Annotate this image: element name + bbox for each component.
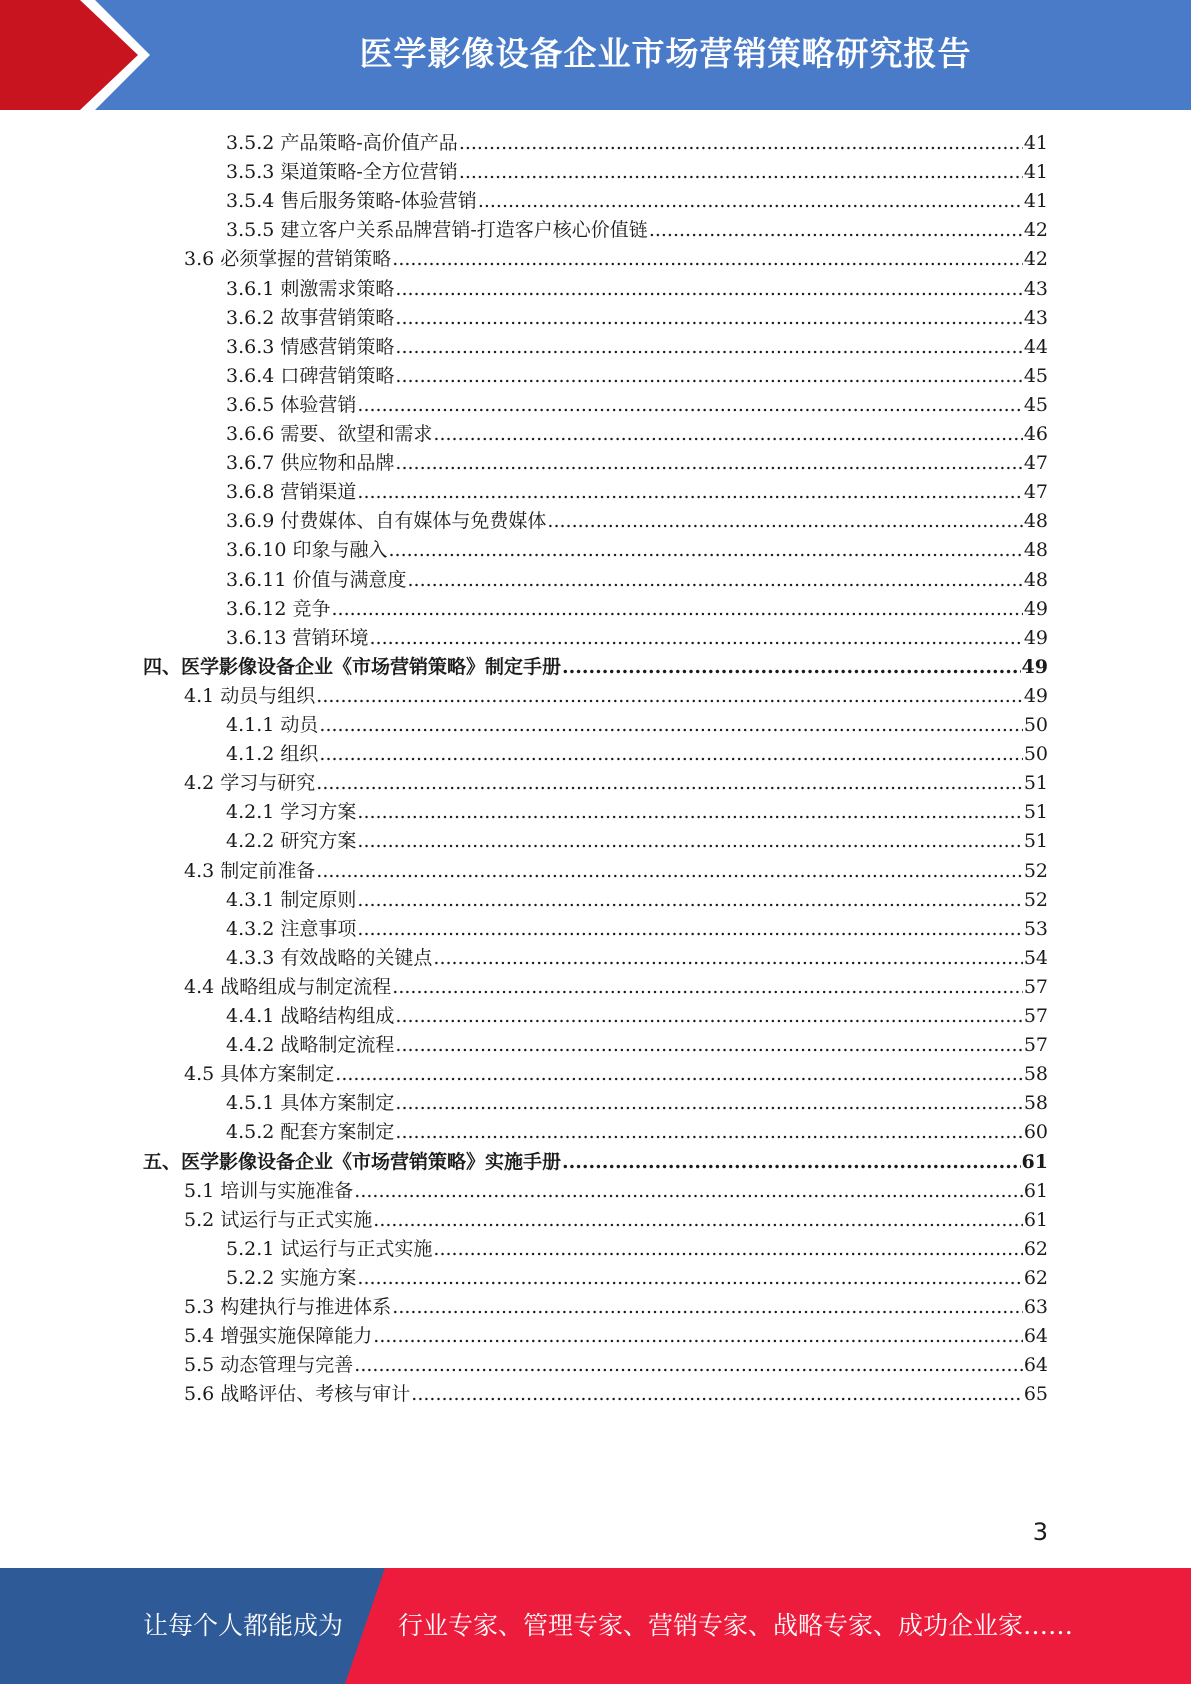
toc-entry-label: 制定前准备 — [220, 859, 316, 882]
toc-entry[interactable] — [226, 332, 1048, 363]
toc-entry-label: 售后服务策略-体验营销 — [280, 190, 477, 213]
toc-entry[interactable] — [226, 623, 1048, 654]
toc-entry-number: 3.6.7 — [226, 452, 281, 475]
toc-entry[interactable] — [184, 1059, 1048, 1090]
toc-entry-label: 具体方案制定 — [220, 1063, 335, 1086]
toc-entry-label: 体验营销 — [280, 393, 357, 416]
toc-entry-number: 3.6.13 — [226, 626, 293, 649]
toc-entry-label: 战略评估、考核与审计 — [220, 1383, 411, 1406]
toc-entry[interactable] — [226, 186, 1048, 217]
toc-dot-leader — [316, 768, 1023, 799]
toc-dot-leader — [357, 914, 1022, 945]
page-footer — [0, 1568, 1191, 1684]
footer-slogan-right: 行业专家、管理专家、营销专家、战略专家、成功企业家…… — [398, 1611, 1074, 1640]
toc-dot-leader — [459, 128, 1023, 159]
toc-entry-label: 印象与融入 — [292, 539, 388, 562]
toc-entry-number: 3.6.12 — [226, 597, 293, 620]
toc-entry[interactable] — [226, 361, 1048, 392]
toc-entry-label: 付费媒体、自有媒体与免费媒体 — [280, 510, 547, 533]
toc-entry-label: 有效战略的关键点 — [280, 946, 433, 969]
toc-entry-number: 5.4 — [184, 1325, 221, 1348]
page-header — [0, 0, 1191, 110]
toc-entry[interactable] — [226, 1234, 1048, 1265]
toc-entry-label: 试运行与正式实施 — [220, 1208, 373, 1231]
toc-entry-label: 必须掌握的营销策略 — [220, 248, 392, 271]
toc-entry-number: 3.6.1 — [226, 277, 281, 300]
toc-entry-label: 营销环境 — [292, 626, 369, 649]
toc-entry-label: 建立客户关系品牌营销-打造客户核心价值链 — [280, 219, 648, 242]
toc-dot-leader — [354, 1176, 1023, 1207]
toc-dot-leader — [459, 157, 1023, 188]
toc-entry-number: 3.5.3 — [226, 161, 281, 184]
toc-entry[interactable] — [226, 1088, 1048, 1119]
toc-dot-leader — [395, 1088, 1022, 1119]
toc-dot-leader — [478, 186, 1023, 217]
toc-entry-page: 57 — [1023, 1005, 1048, 1027]
toc-dot-leader — [433, 419, 1022, 450]
toc-entry-label: 动态管理与完善 — [220, 1354, 354, 1377]
toc-dot-leader — [357, 390, 1022, 421]
toc-entry-page: 61 — [1023, 1179, 1048, 1202]
toc-entry-number: 4.1.1 — [226, 714, 281, 736]
toc-entry-label: 口碑营销策略 — [280, 364, 395, 387]
toc-entry[interactable] — [226, 914, 1048, 945]
toc-dot-leader — [395, 1001, 1022, 1032]
toc-dot-leader — [373, 1205, 1023, 1236]
toc-entry[interactable] — [226, 739, 1048, 770]
toc-entry-number: 3.5.2 — [226, 132, 281, 154]
toc-entry[interactable] — [226, 710, 1048, 741]
toc-entry-number: 4.5.2 — [226, 1121, 281, 1144]
toc-entry-number: 3.6 — [184, 248, 221, 271]
toc-entry-label: 供应物和品牌 — [280, 452, 395, 475]
toc-dot-leader — [562, 1147, 1021, 1178]
toc-entry[interactable] — [226, 797, 1048, 828]
toc-entry-label: 需要、欲望和需求 — [280, 423, 433, 445]
toc-entry-number: 4.1 — [184, 684, 221, 707]
toc-entry-page: 61 — [1023, 1208, 1048, 1231]
toc-entry-number: 3.6.5 — [226, 393, 281, 416]
toc-entry-number: 4.5.1 — [226, 1092, 281, 1115]
toc-entry-page: 64 — [1023, 1325, 1048, 1348]
toc-entry-page: 60 — [1023, 1121, 1048, 1144]
toc-entry-page: 47 — [1023, 452, 1048, 475]
toc-entry-number: 五、 — [143, 1150, 182, 1173]
toc-entry[interactable] — [143, 1147, 1048, 1178]
toc-entry-label: 产品策略-高价值产品 — [280, 132, 458, 154]
toc-entry[interactable] — [184, 1350, 1048, 1381]
toc-entry-page: 62 — [1023, 1266, 1048, 1289]
toc-dot-leader — [370, 623, 1023, 654]
toc-entry-page: 51 — [1023, 772, 1048, 795]
toc-entry-page: 48 — [1023, 510, 1048, 533]
toc-entry-label: 刺激需求策略 — [280, 277, 395, 300]
toc-entry-label: 医学影像设备企业《市场营销策略》实施手册 — [181, 1150, 562, 1173]
toc-entry-label: 具体方案制定 — [280, 1092, 395, 1115]
toc-dot-leader — [357, 826, 1022, 857]
toc-entry[interactable] — [226, 303, 1048, 334]
toc-entry[interactable] — [226, 826, 1048, 857]
toc-entry[interactable] — [226, 506, 1048, 537]
toc-dot-leader — [357, 1263, 1022, 1294]
toc-entry-label: 战略组成与制定流程 — [220, 975, 392, 998]
toc-dot-leader — [392, 244, 1023, 275]
toc-entry-label: 配套方案制定 — [280, 1121, 395, 1144]
toc-dot-leader — [357, 797, 1022, 828]
toc-entry-label: 渠道策略-全方位营销 — [280, 161, 458, 184]
toc-entry-number: 3.6.2 — [226, 306, 281, 329]
toc-dot-leader — [319, 710, 1022, 741]
toc-entry-page: 52 — [1023, 859, 1048, 882]
toc-entry[interactable] — [184, 681, 1048, 712]
toc-entry-number: 3.6.9 — [226, 510, 281, 533]
toc-entry-label: 构建执行与推进体系 — [220, 1296, 392, 1318]
toc-entry-page: 65 — [1023, 1383, 1048, 1406]
toc-dot-leader — [395, 1030, 1022, 1061]
toc-entry[interactable] — [226, 1030, 1048, 1061]
toc-entry-page: 47 — [1023, 481, 1048, 504]
toc-dot-leader — [395, 332, 1022, 363]
toc-entry-page: 58 — [1023, 1092, 1048, 1115]
toc-entry-page: 41 — [1023, 190, 1048, 213]
toc-entry[interactable] — [184, 244, 1048, 275]
toc-dot-leader — [395, 274, 1022, 305]
toc-entry-page: 41 — [1023, 161, 1048, 184]
toc-entry-number: 4.4.2 — [226, 1034, 281, 1057]
toc-entry-label: 价值与满意度 — [292, 568, 407, 591]
toc-entry-page: 51 — [1023, 830, 1048, 853]
toc-entry-page: 46 — [1023, 423, 1048, 445]
toc-entry-label: 实施方案 — [280, 1266, 357, 1289]
toc-dot-leader — [335, 1059, 1023, 1090]
toc-entry-number: 四、 — [143, 655, 182, 678]
toc-dot-leader — [562, 652, 1021, 683]
toc-dot-leader — [316, 681, 1023, 712]
toc-entry-label: 竞争 — [292, 597, 331, 620]
toc-entry[interactable] — [184, 1292, 1048, 1323]
toc-entry[interactable] — [226, 1263, 1048, 1294]
toc-entry-page: 51 — [1023, 801, 1048, 824]
report-title: 医学影像设备企业市场营销策略研究报告 — [359, 34, 972, 73]
toc-entry-page: 61 — [1021, 1150, 1048, 1173]
toc-dot-leader — [332, 594, 1023, 625]
toc-entry-page: 42 — [1023, 219, 1048, 242]
toc-entry-label: 制定原则 — [280, 888, 357, 911]
toc-dot-leader — [316, 856, 1023, 887]
toc-dot-leader — [395, 448, 1022, 479]
toc-entry-page: 50 — [1023, 714, 1048, 736]
toc-dot-leader — [433, 1234, 1022, 1265]
toc-entry-number: 3.6.6 — [226, 423, 281, 445]
toc-entry[interactable] — [184, 1379, 1048, 1410]
toc-entry[interactable] — [226, 943, 1048, 974]
toc-entry-page: 63 — [1023, 1296, 1048, 1318]
toc-entry-page: 54 — [1023, 946, 1048, 969]
toc-entry-number: 5.2 — [184, 1208, 221, 1231]
toc-entry-page: 52 — [1023, 888, 1048, 911]
toc-entry-label: 学习与研究 — [220, 772, 316, 795]
toc-entry-label: 增强实施保障能力 — [220, 1325, 373, 1348]
toc-entry-label: 组织 — [280, 743, 319, 766]
toc-entry[interactable] — [226, 477, 1048, 508]
toc-entry[interactable] — [226, 215, 1048, 246]
toc-entry-page: 49 — [1023, 597, 1048, 620]
toc-dot-leader — [395, 303, 1022, 334]
toc-entry-page: 64 — [1023, 1354, 1048, 1377]
toc-entry-page: 45 — [1023, 364, 1048, 387]
toc-entry-label: 营销渠道 — [280, 481, 357, 504]
toc-dot-leader — [395, 1117, 1022, 1148]
toc-entry-page: 57 — [1023, 975, 1048, 998]
toc-entry-label: 战略结构组成 — [280, 1005, 395, 1027]
toc-entry-number: 4.4 — [184, 975, 221, 998]
toc-entry-page: 50 — [1023, 743, 1048, 766]
toc-entry-page: 49 — [1021, 655, 1048, 678]
toc-entry-page: 41 — [1023, 132, 1048, 154]
toc-entry-number: 4.2.1 — [226, 801, 281, 824]
toc-entry[interactable] — [184, 856, 1048, 887]
toc-dot-leader — [392, 972, 1023, 1003]
toc-dot-leader — [649, 215, 1023, 246]
toc-entry[interactable] — [226, 419, 1048, 450]
toc-entry-label: 研究方案 — [280, 830, 357, 853]
toc-entry[interactable] — [184, 1205, 1048, 1236]
toc-entry-number: 5.5 — [184, 1354, 221, 1377]
toc-entry-number: 3.6.11 — [226, 568, 293, 591]
toc-entry-label: 动员 — [280, 714, 319, 736]
toc-entry[interactable] — [226, 390, 1048, 421]
toc-dot-leader — [357, 885, 1022, 916]
toc-dot-leader — [389, 535, 1023, 566]
toc-entry-number: 5.1 — [184, 1179, 221, 1202]
toc-entry-number: 3.5.4 — [226, 190, 281, 213]
toc-dot-leader — [319, 739, 1022, 770]
toc-entry-number: 3.6.3 — [226, 335, 281, 358]
toc-entry-page: 53 — [1023, 917, 1048, 940]
toc-dot-leader — [354, 1350, 1023, 1381]
toc-entry[interactable] — [226, 1117, 1048, 1148]
toc-entry-page: 45 — [1023, 393, 1048, 416]
toc-entry-label: 故事营销策略 — [280, 306, 395, 329]
toc-entry[interactable] — [226, 594, 1048, 625]
toc-entry-page: 62 — [1023, 1237, 1048, 1260]
toc-entry-page: 49 — [1023, 626, 1048, 649]
toc-entry-number: 4.3.3 — [226, 946, 281, 969]
toc-entry-number: 3.6.4 — [226, 364, 281, 387]
toc-entry-page: 49 — [1023, 684, 1048, 707]
toc-entry-number: 5.2.1 — [226, 1237, 281, 1260]
toc-entry-page: 44 — [1023, 335, 1048, 358]
toc-entry-number: 4.3.1 — [226, 888, 281, 911]
toc-entry-label: 注意事项 — [280, 917, 357, 940]
toc-entry[interactable] — [184, 972, 1048, 1003]
toc-entry-label: 培训与实施准备 — [220, 1179, 354, 1202]
toc-entry-page: 48 — [1023, 568, 1048, 591]
toc-entry-label: 医学影像设备企业《市场营销策略》制定手册 — [181, 655, 562, 678]
toc-entry-label: 情感营销策略 — [280, 335, 395, 358]
toc-entry-number: 4.3 — [184, 859, 221, 882]
toc-dot-leader — [395, 361, 1022, 392]
toc-dot-leader — [392, 1292, 1023, 1323]
toc-entry[interactable] — [226, 1001, 1048, 1032]
toc-entry-number: 4.5 — [184, 1063, 221, 1086]
toc-entry[interactable] — [226, 157, 1048, 188]
toc-entry-label: 试运行与正式实施 — [280, 1237, 433, 1260]
header-chevron-arrow — [0, 0, 138, 110]
toc-dot-leader — [411, 1379, 1023, 1410]
toc-entry[interactable] — [226, 274, 1048, 305]
toc-entry-label: 动员与组织 — [220, 684, 316, 707]
toc-entry-number: 3.5.5 — [226, 219, 281, 242]
toc-entry[interactable] — [184, 1176, 1048, 1207]
toc-entry-number: 4.2 — [184, 772, 221, 795]
toc-entry-number: 5.3 — [184, 1296, 221, 1318]
page-number: 3 — [1032, 1518, 1048, 1546]
toc-dot-leader — [408, 565, 1023, 596]
toc-entry[interactable] — [226, 128, 1048, 159]
toc-entry[interactable] — [226, 535, 1048, 566]
toc-entry-number: 5.2.2 — [226, 1266, 281, 1289]
toc-dot-leader — [357, 477, 1022, 508]
toc-entry[interactable] — [226, 448, 1048, 479]
toc-entry-number: 4.4.1 — [226, 1005, 281, 1027]
toc-dot-leader — [373, 1321, 1023, 1352]
toc-entry-number: 3.6.10 — [226, 539, 293, 562]
toc-entry[interactable] — [184, 1321, 1048, 1352]
toc-entry-page: 43 — [1023, 277, 1048, 300]
toc-entry-number: 4.2.2 — [226, 830, 281, 853]
toc-entry[interactable] — [226, 565, 1048, 596]
toc-dot-leader — [547, 506, 1022, 537]
toc-entry[interactable] — [143, 652, 1048, 683]
toc-entry-page: 48 — [1023, 539, 1048, 562]
toc-entry-page: 43 — [1023, 306, 1048, 329]
toc-entry-page: 57 — [1023, 1034, 1048, 1057]
toc-entry-label: 战略制定流程 — [280, 1034, 395, 1057]
toc-entry-number: 3.6.8 — [226, 481, 281, 504]
toc-entry[interactable] — [184, 768, 1048, 799]
footer-slogan-left: 让每个人都能成为 — [143, 1611, 344, 1640]
toc-entry-number: 4.1.2 — [226, 743, 281, 766]
toc-entry-number: 4.3.2 — [226, 917, 281, 940]
toc-entry-label: 学习方案 — [280, 801, 357, 824]
toc-entry[interactable] — [226, 885, 1048, 916]
toc-entry-number: 5.6 — [184, 1383, 221, 1406]
toc-entry-page: 58 — [1023, 1063, 1048, 1086]
toc-entry-page: 42 — [1023, 248, 1048, 271]
toc-dot-leader — [433, 943, 1022, 974]
